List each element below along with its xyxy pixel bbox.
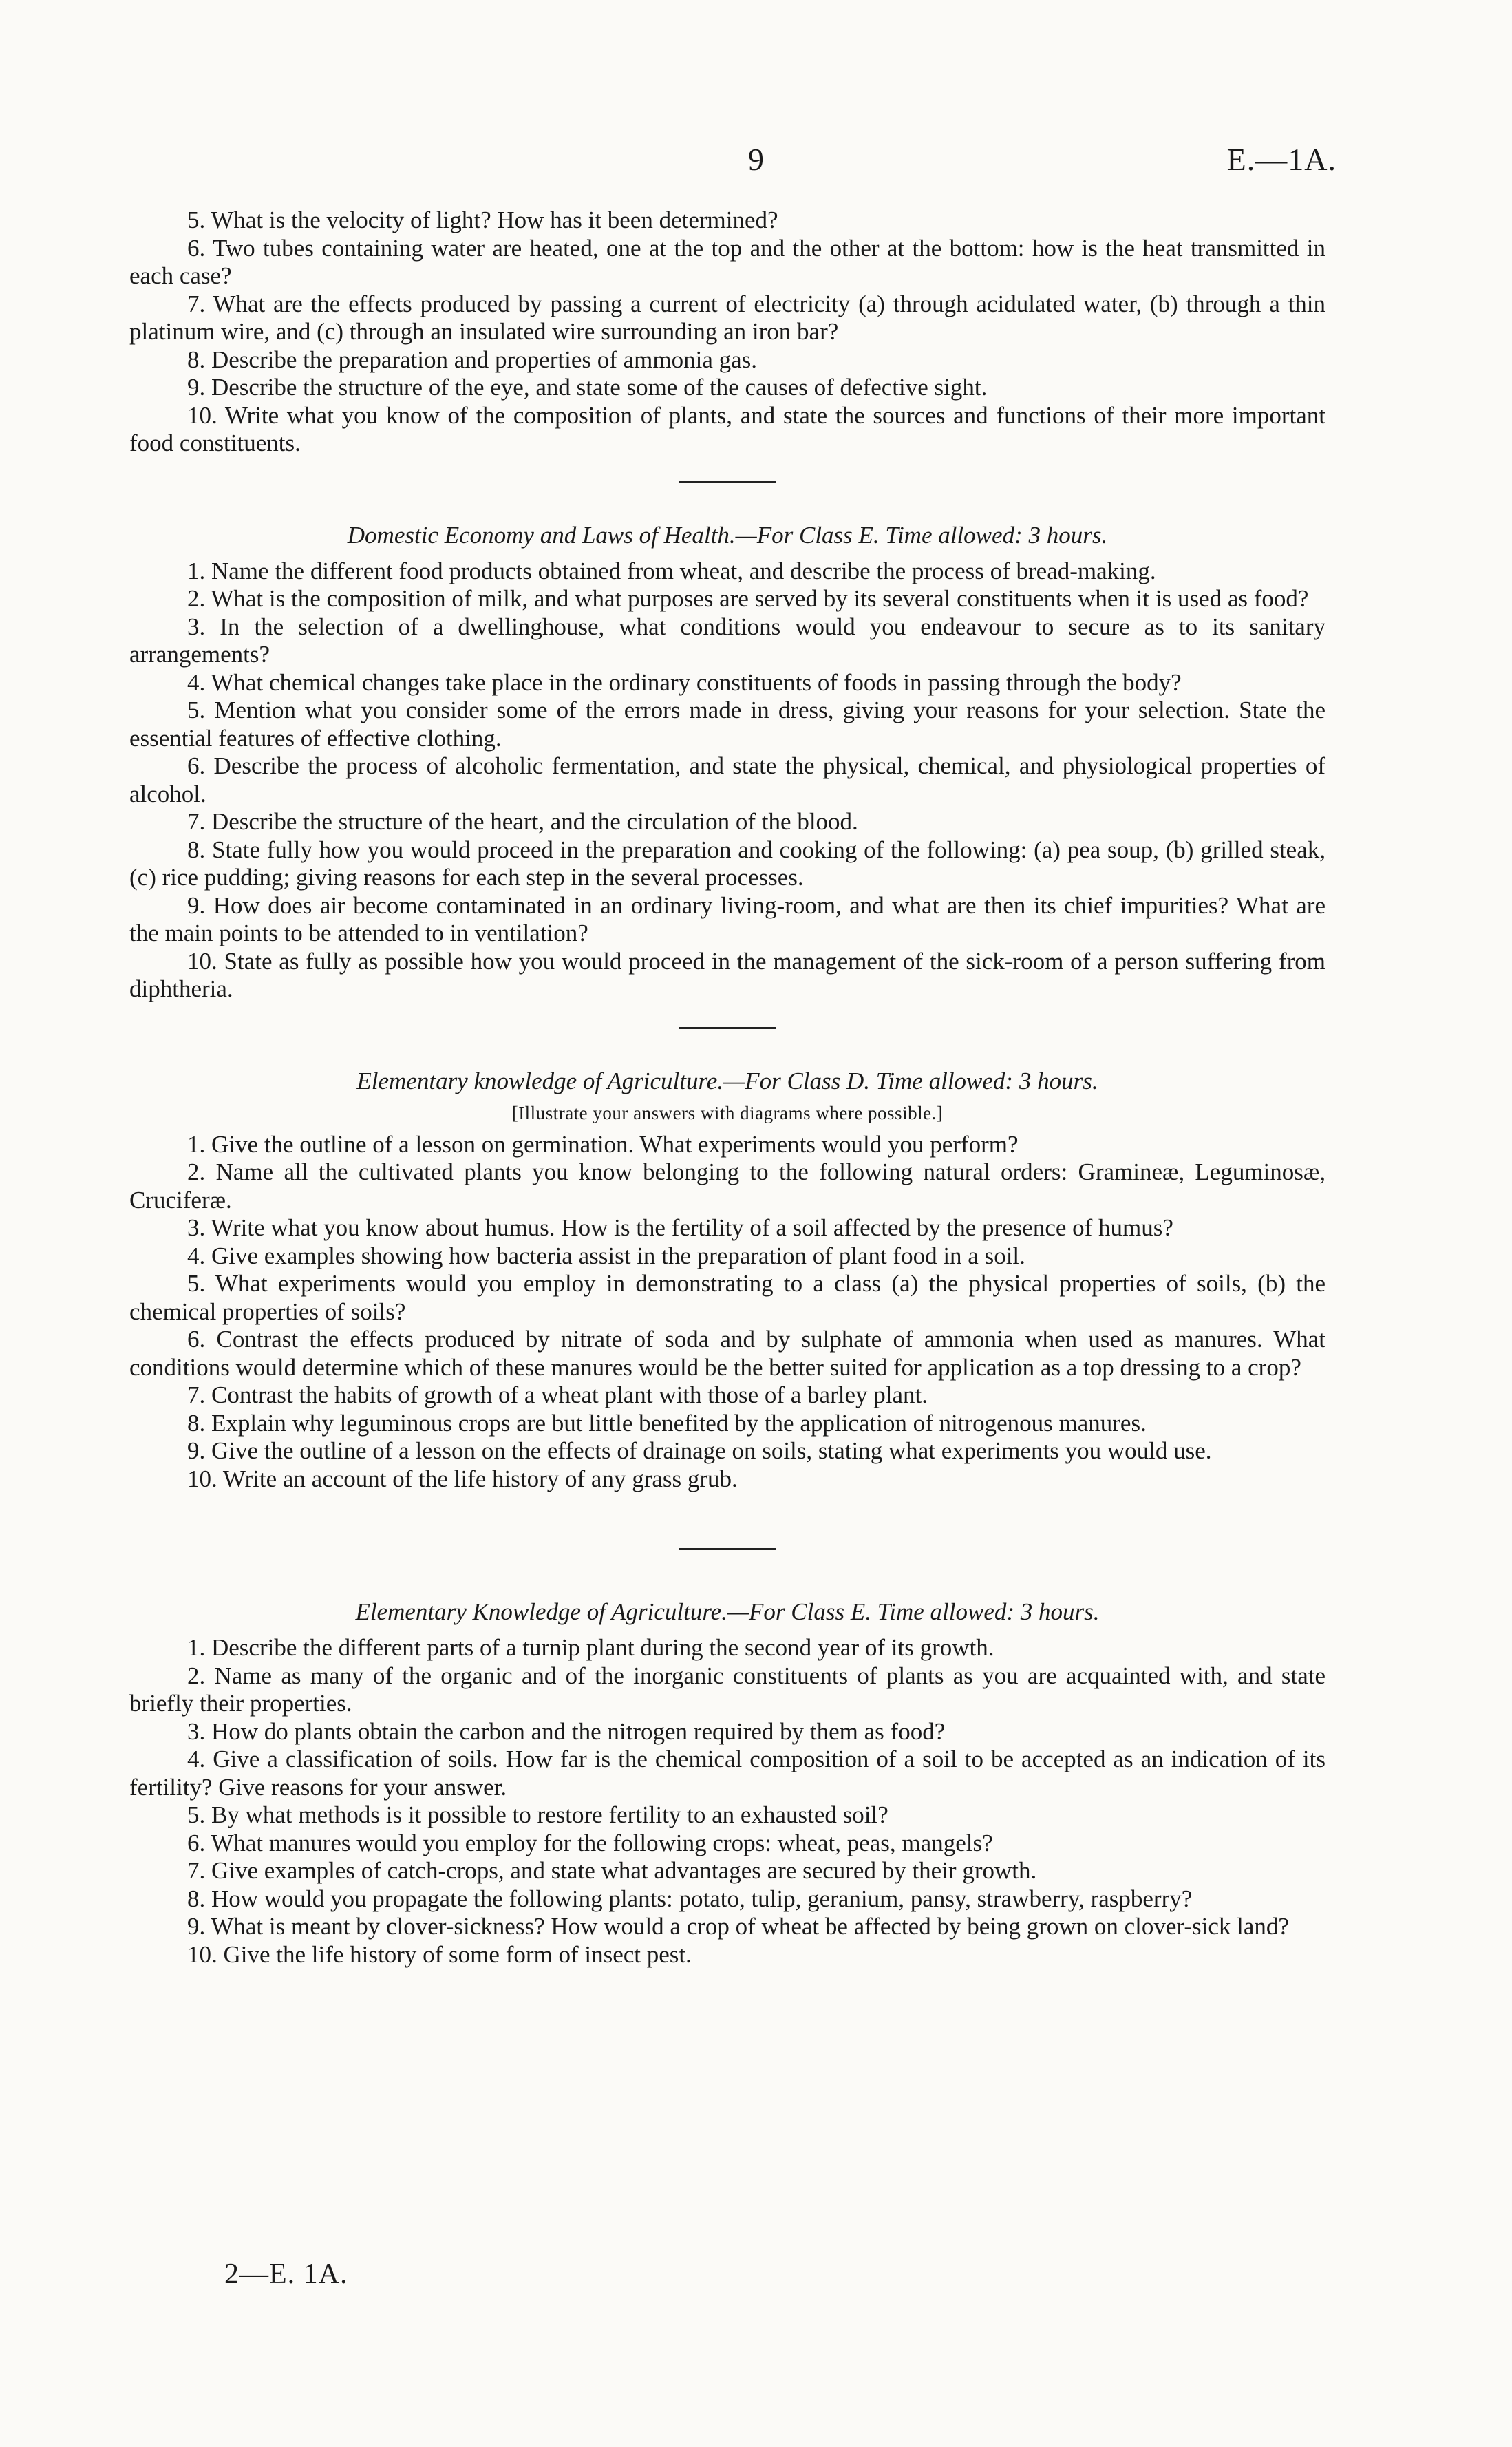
question: 4. What chemical changes take place in the ordinary constituents of foods in passing through the body? — [187, 668, 1182, 696]
question: 1. Give the outline of a lesson on germination. What experiments would you perform? — [187, 1130, 1019, 1158]
question: 8. State fully how you would proceed in the preparation and cooking of the following: (a) pea soup, (b) grilled steak, (c) rice pudding; giving reasons for each step in the several processes. — [129, 836, 1325, 891]
question: 9. Give the outline of a lesson on the effects of drainage on soils, stating what experiments you would use. — [187, 1437, 1212, 1464]
section-divider — [679, 1548, 776, 1550]
question: 8. Explain why leguminous crops are but little benefited by the application of nitrogenous manures. — [187, 1409, 1147, 1437]
question: 1. Name the different food products obtained from wheat, and describe the process of bread-making. — [187, 557, 1156, 584]
section-instruction: [Illustrate your answers with diagrams where possible.] — [511, 1102, 944, 1123]
question: 10. Write an account of the life history of any grass grub. — [187, 1465, 738, 1492]
question: 10. Give the life history of some form of insect pest. — [187, 1940, 692, 1968]
question: 2. What is the composition of milk, and what purposes are served by its several constituents when it is used as food? — [187, 585, 1309, 612]
question: 6. Contrast the effects produced by nitrate of soda and by sulphate of ammonia when used as manures. What conditions would determine which of these manures would be the better suited for application as a top dressing to a crop? — [129, 1326, 1325, 1381]
question: 7. Give examples of catch-crops, and state what advantages are secured by their growth. — [187, 1857, 1037, 1884]
section-divider — [679, 1027, 776, 1029]
section-title: Elementary Knowledge of Agriculture.—For Class E. Time allowed: 3 hours. — [355, 1598, 1100, 1625]
question: 3. Write what you know about humus. How is the fertility of a soil affected by the presence of humus? — [187, 1214, 1173, 1241]
document-reference: E.—1A. — [1226, 142, 1337, 177]
page-number: 9 — [748, 142, 764, 177]
question: 5. Mention what you consider some of the errors made in dress, giving your reasons for your selection. State the essential features of effective clothing. — [129, 697, 1325, 752]
section-agriculture-class-e — [129, 1598, 1325, 1969]
question: 4. Give a classification of soils. How far is the chemical composition of a soil to be accepted as an indication of its fertility? Give reasons for your answer. — [129, 1746, 1325, 1801]
question: 10. Write what you know of the composition of plants, and state the sources and functions of their more important food constituents. — [129, 401, 1325, 456]
question: 8. Describe the preparation and properties of ammonia gas. — [187, 346, 758, 373]
question: 7. Contrast the habits of growth of a wheat plant with those of a barley plant. — [187, 1381, 928, 1408]
question: 3. How do plants obtain the carbon and the nitrogen required by them as food? — [187, 1717, 946, 1745]
page-content — [129, 206, 1325, 1969]
section-title: Elementary knowledge of Agriculture.—For Class D. Time allowed: 3 hours. — [356, 1067, 1098, 1094]
question: 1. Describe the different parts of a turnip plant during the second year of its growth. — [187, 1634, 994, 1661]
question: 3. In the selection of a dwellinghouse, what conditions would you endeavour to secure as to its sanitary arrangements? — [129, 613, 1325, 668]
signature-code: 2—E. 1A. — [224, 2258, 348, 2290]
question: 8. How would you propagate the following plants: potato, tulip, geranium, pansy, strawberry, raspberry? — [187, 1885, 1193, 1912]
question: 5. What is the velocity of light? How has it been determined? — [187, 206, 778, 233]
question: 6. Describe the process of alcoholic fermentation, and state the physical, chemical, and physiological properties of alcohol. — [129, 752, 1325, 807]
section-agriculture-class-d — [129, 1068, 1325, 1494]
section-title: Domestic Economy and Laws of Health.—For Class E. Time allowed: 3 hours. — [347, 521, 1108, 549]
section-divider — [679, 481, 776, 483]
question: 5. By what methods is it possible to restore fertility to an exhausted soil? — [187, 1801, 888, 1828]
question: 7. Describe the structure of the heart, and the circulation of the blood. — [187, 808, 858, 835]
question: 2. Name as many of the organic and of the inorganic constituents of plants as you are acquainted with, and state briefly their properties. — [129, 1662, 1325, 1717]
question: 2. Name all the cultivated plants you know belonging to the following natural orders: Gramineæ, Leguminosæ, Cruciferæ. — [129, 1158, 1325, 1214]
question: 5. What experiments would you employ in demonstrating to a class (a) the physical properties of soils, (b) the chemical properties of soils? — [129, 1270, 1325, 1325]
question: 6. Two tubes containing water are heated, one at the top and the other at the bottom: how is the heat transmitted in each case? — [129, 234, 1325, 289]
section-domestic-economy — [129, 522, 1325, 1004]
section-continued — [129, 206, 1325, 458]
question: 9. What is meant by clover-sickness? How would a crop of wheat be affected by being grown on clover-sick land? — [187, 1913, 1289, 1940]
question: 9. How does air become contaminated in an ordinary living-room, and what are then its chief impurities? What are the main points to be attended to in ventilation? — [129, 891, 1325, 946]
question: 9. Describe the structure of the eye, and state some of the causes of defective sight. — [187, 374, 988, 401]
question: 4. Give examples showing how bacteria assist in the preparation of plant food in a soil. — [187, 1242, 1025, 1269]
question: 10. State as fully as possible how you would proceed in the management of the sick-room of a person suffering from diphtheria. — [129, 947, 1325, 1002]
question: 6. What manures would you employ for the following crops: wheat, peas, mangels? — [187, 1829, 993, 1856]
question: 7. What are the effects produced by passing a current of electricity (a) through acidulated water, (b) through a thin platinum wire, and (c) through an insulated wire surrounding an iron bar? — [129, 290, 1325, 345]
